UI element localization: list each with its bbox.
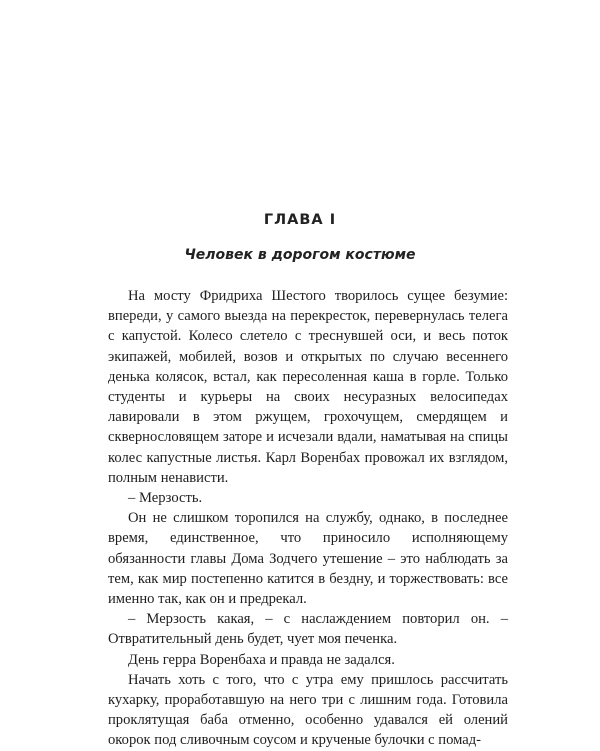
paragraph: День герра Воренбаха и правда не задался. — [128, 651, 395, 668]
paragraph: – Мерзость. — [128, 490, 203, 507]
paragraph: Он не слишком торопился на службу, однако, в последнее время, единственное, что приносило исполняющему обязанности главы Дома Зодчего утешение – это наблюдать за тем, как мир постепенно катится в бездну, и торжествовать: все именно так, как он и предрекал. — [108, 510, 508, 608]
paragraph: Начать хоть с того, что с утра ему пришлось рассчитать кухарку, проработавшую на него три с лишним года. Готовила проклятущая баба отменно, особенно удавался ей олений окорок под сливочным соусом и крученые булочки с помад- — [108, 671, 508, 749]
chapter-subtitle: Человек в дорогом костюме — [184, 247, 416, 263]
paragraph: – Мерзость какая, – с наслаждением повторил он. – Отвратительный день будет, чует моя печенка. — [108, 611, 508, 648]
chapter-heading: ГЛАВА I — [263, 212, 337, 228]
chapter-body — [108, 286, 508, 751]
paragraph: На мосту Фридриха Шестого творилось сущее безумие: впереди, у самого выезда на перекресток, перевернулась телега с капустой. Колесо слетело с треснувшей оси, и весь поток экипажей, мобилей, возов и открытых по случаю весеннего денька колясок, встал, как пересоленная каша в горле. Только студенты и курьеры на своих несуразных велосипедах лавировали в этом ржущем, грохочущем, смердящем и сквернословящем заторе и исчезали вдали, наматывая на спицы колес капустные листья. Карл Воренбах провожал их взглядом, полным ненависти. — [108, 288, 508, 486]
